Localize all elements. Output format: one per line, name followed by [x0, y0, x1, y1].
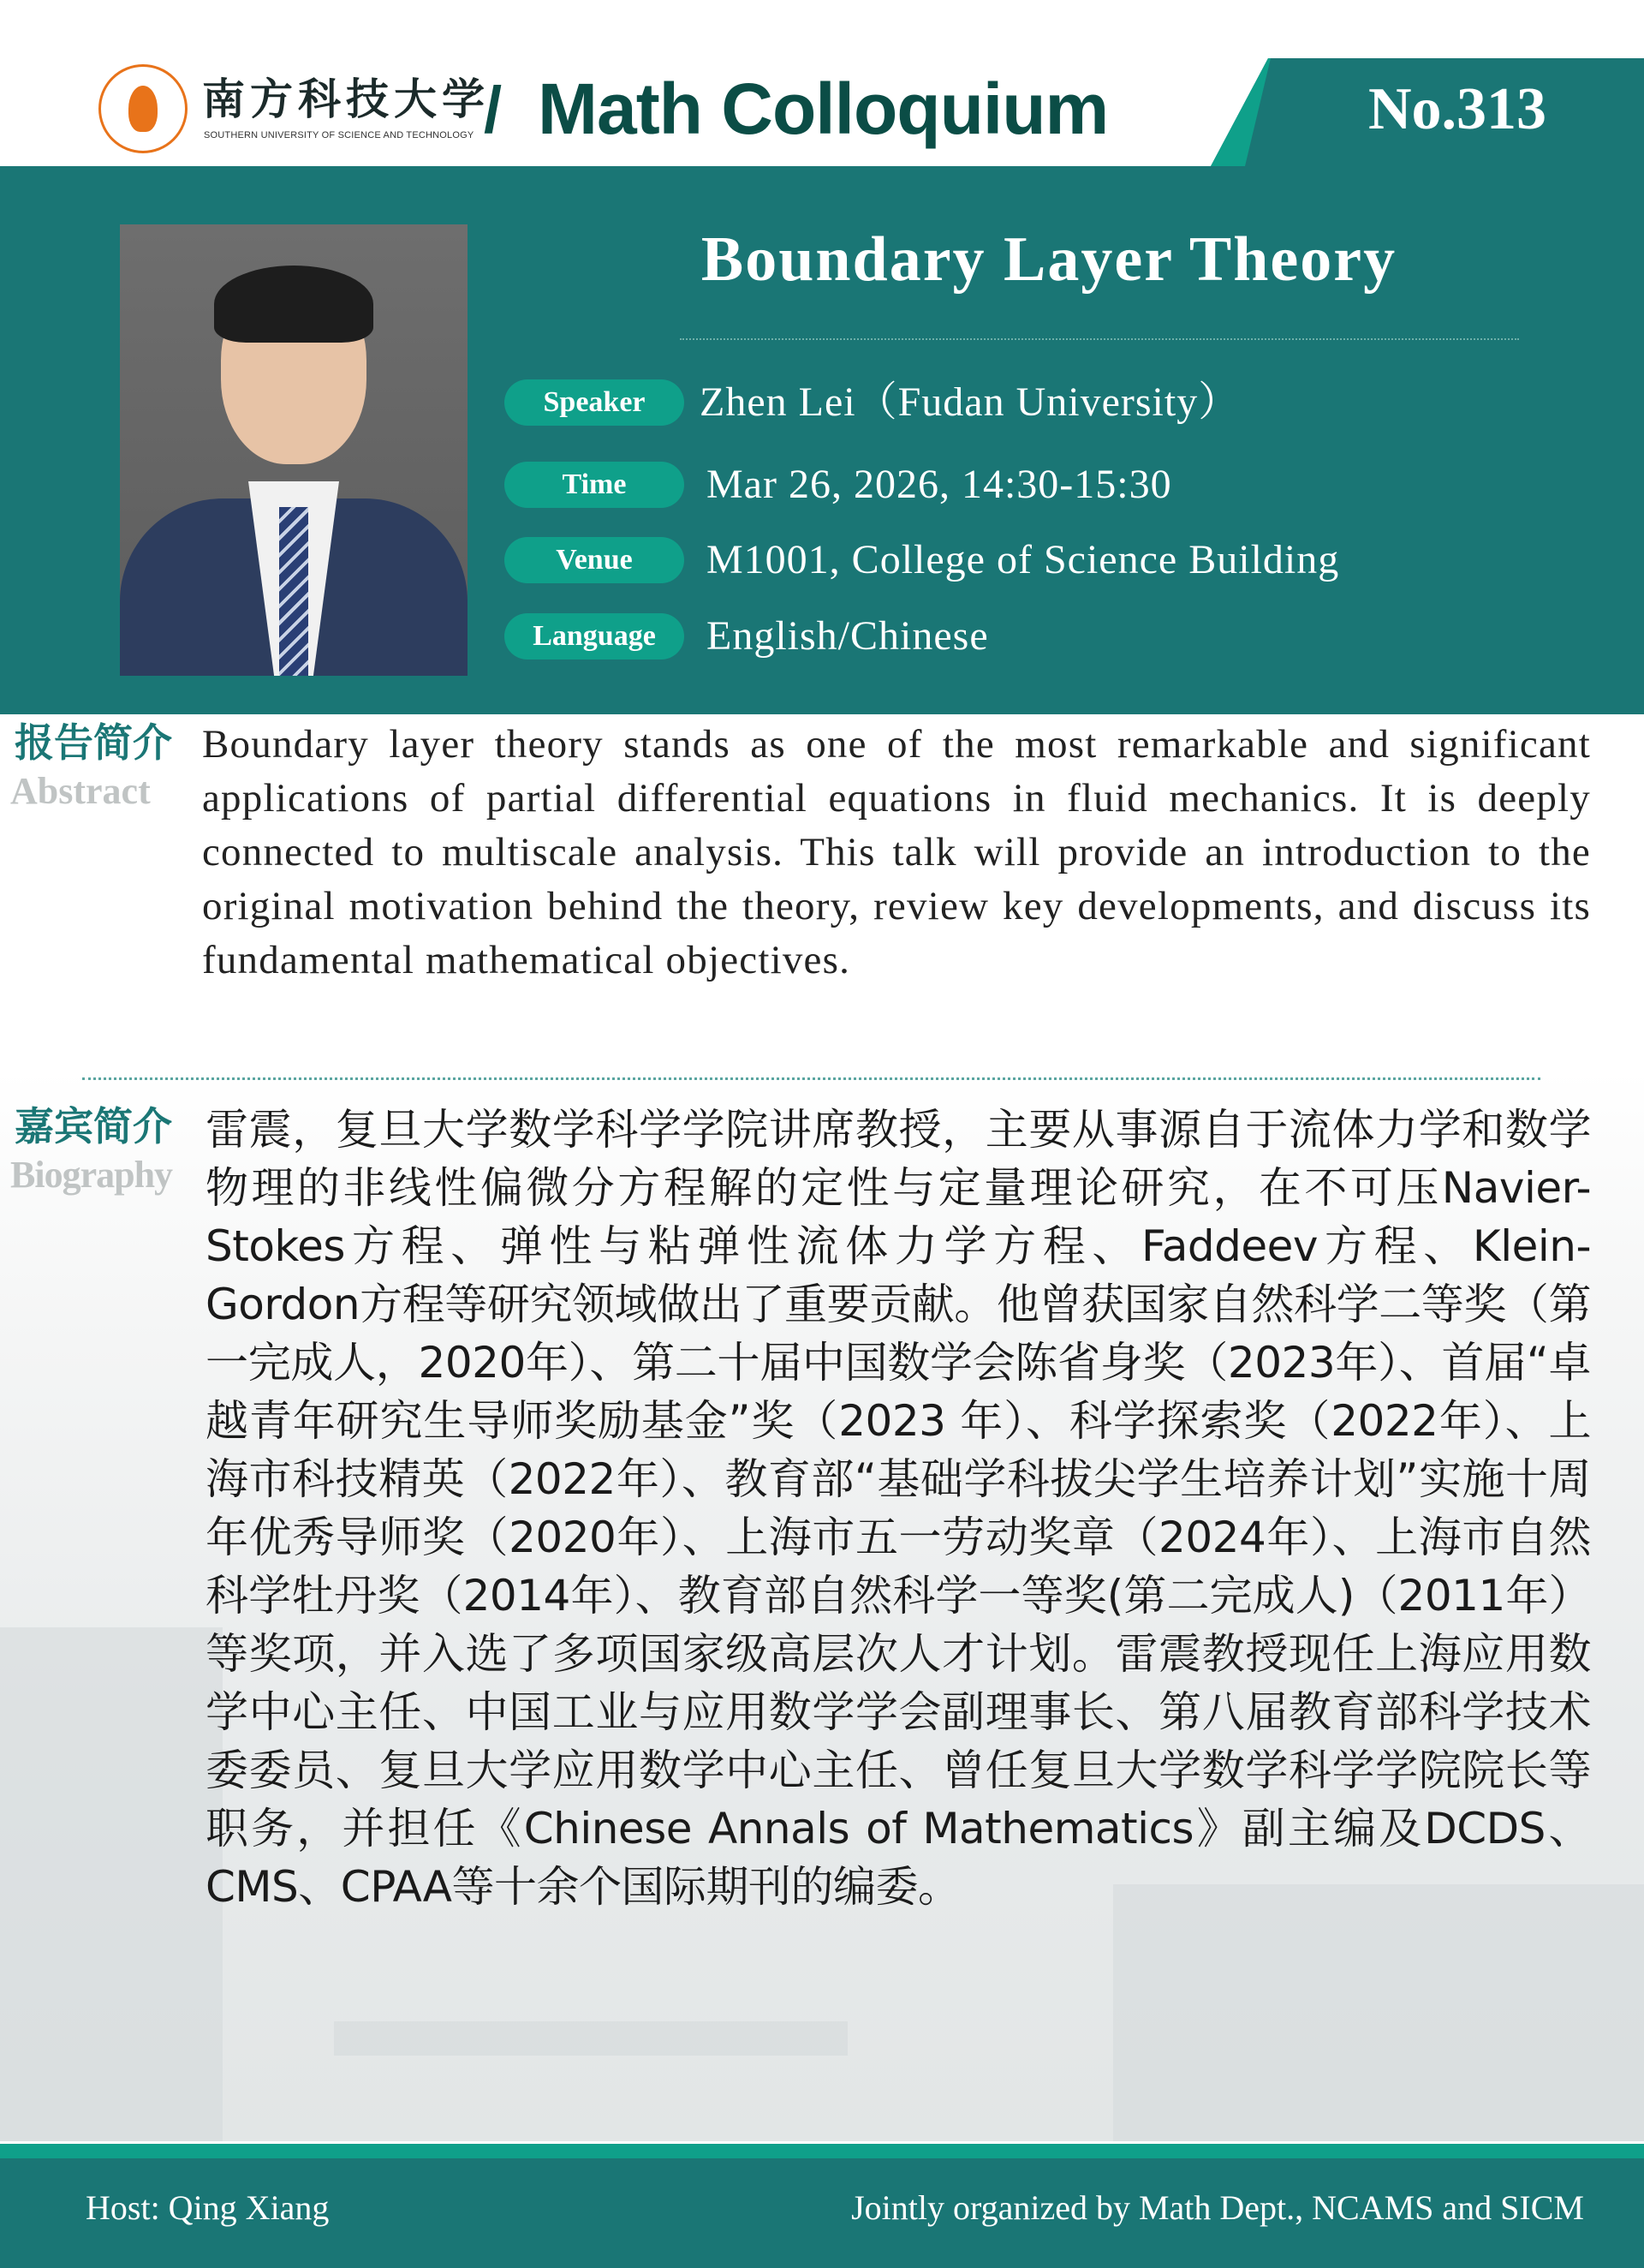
- university-name-en: SOUTHERN UNIVERSITY OF SCIENCE AND TECHNOLOGY: [204, 130, 474, 140]
- section-divider: [82, 1077, 1540, 1080]
- title-divider: [680, 338, 1519, 340]
- background-building: [0, 1627, 223, 2141]
- colloquium-number: No.313: [1368, 76, 1547, 142]
- biography-label-en: Biography: [10, 1154, 173, 1196]
- biography-label-cn: 嘉宾简介: [15, 1103, 172, 1149]
- speaker-value: Zhen Lei（Fudan University）: [700, 379, 1241, 425]
- biography-text: 雷震，复旦大学数学科学学院讲席教授，主要从事源自于流体力学和数学物理的非线性偏微分方程解的定性与定量理论研究，在不可压Navier-Stokes方程、弹性与粘弹性流体力学方程、Faddeev方程、Klein-Gordon方程等研究领域做出了重要贡献。他曾获国家自然科学二等奖（第一完成人，2020年）、第二十届中国数学会陈省身奖（2023年）、首届“卓越青年研究生导师奖励基金”奖（2023 年）、科学探索奖（2022年）、上海市科技精英（2022年）、教育部“基础学科拔尖学生培养计划”实施十周年优秀导师奖（2020年）、上海市五一劳动奖章（2024年）、上海市自然科学牡丹奖（2014年）、教育部自然科学一等奖(第二完成人)（2011年）等奖项，并入选了多项国家级高层次人才计划。雷震教授现任上海应用数学中心主任、中国工业与应用数学学会副理事长、第八届教育部科学技术委委员、复旦大学应用数学中心主任、曾任复旦大学数学科学学院院长等职务，并担任《Chinese Annals of Mathematics》副主编及DCDS、CMS、CPAA等十余个国际期刊的编委。: [206, 1105, 1591, 1912]
- venue-row: [504, 537, 1339, 583]
- abstract-text: Boundary layer theory stands as one of the most remarkable and significant applications of partial differential equations in fluid mechanics. It is deeply connected to multiscale analysis. This talk will provide an introduction to the original motivation behind the theory, review key developments, and discuss its fundamental mathematical objectives.: [202, 722, 1591, 982]
- background-building: [1113, 1884, 1644, 2141]
- series-title: Math Colloquium: [538, 69, 1109, 149]
- abstract-label-en: Abstract: [10, 770, 151, 812]
- abstract-label-cn: 报告简介: [15, 719, 172, 766]
- venue-label: Venue: [504, 537, 684, 583]
- venue-value: M1001, College of Science Building: [706, 537, 1340, 582]
- university-name-cn: 南方科技大学: [202, 74, 490, 124]
- university-logo-icon: [98, 64, 188, 153]
- time-row: [504, 462, 1172, 508]
- time-label: Time: [504, 462, 684, 508]
- language-label: Language: [504, 613, 684, 660]
- speaker-label: Speaker: [504, 379, 684, 426]
- language-row: [504, 613, 989, 660]
- time-value: Mar 26, 2026, 14:30-15:30: [706, 462, 1172, 507]
- speaker-photo: [120, 224, 468, 676]
- speaker-row: [504, 379, 1240, 426]
- title-separator: /: [484, 74, 503, 146]
- background-sign: [334, 2021, 848, 2056]
- talk-title: Boundary Layer Theory: [700, 224, 1397, 295]
- organizers-text: Jointly organized by Math Dept., NCAMS and SICM: [851, 2188, 1584, 2227]
- language-value: English/Chinese: [706, 613, 989, 659]
- host-text: Host: Qing Xiang: [86, 2188, 330, 2227]
